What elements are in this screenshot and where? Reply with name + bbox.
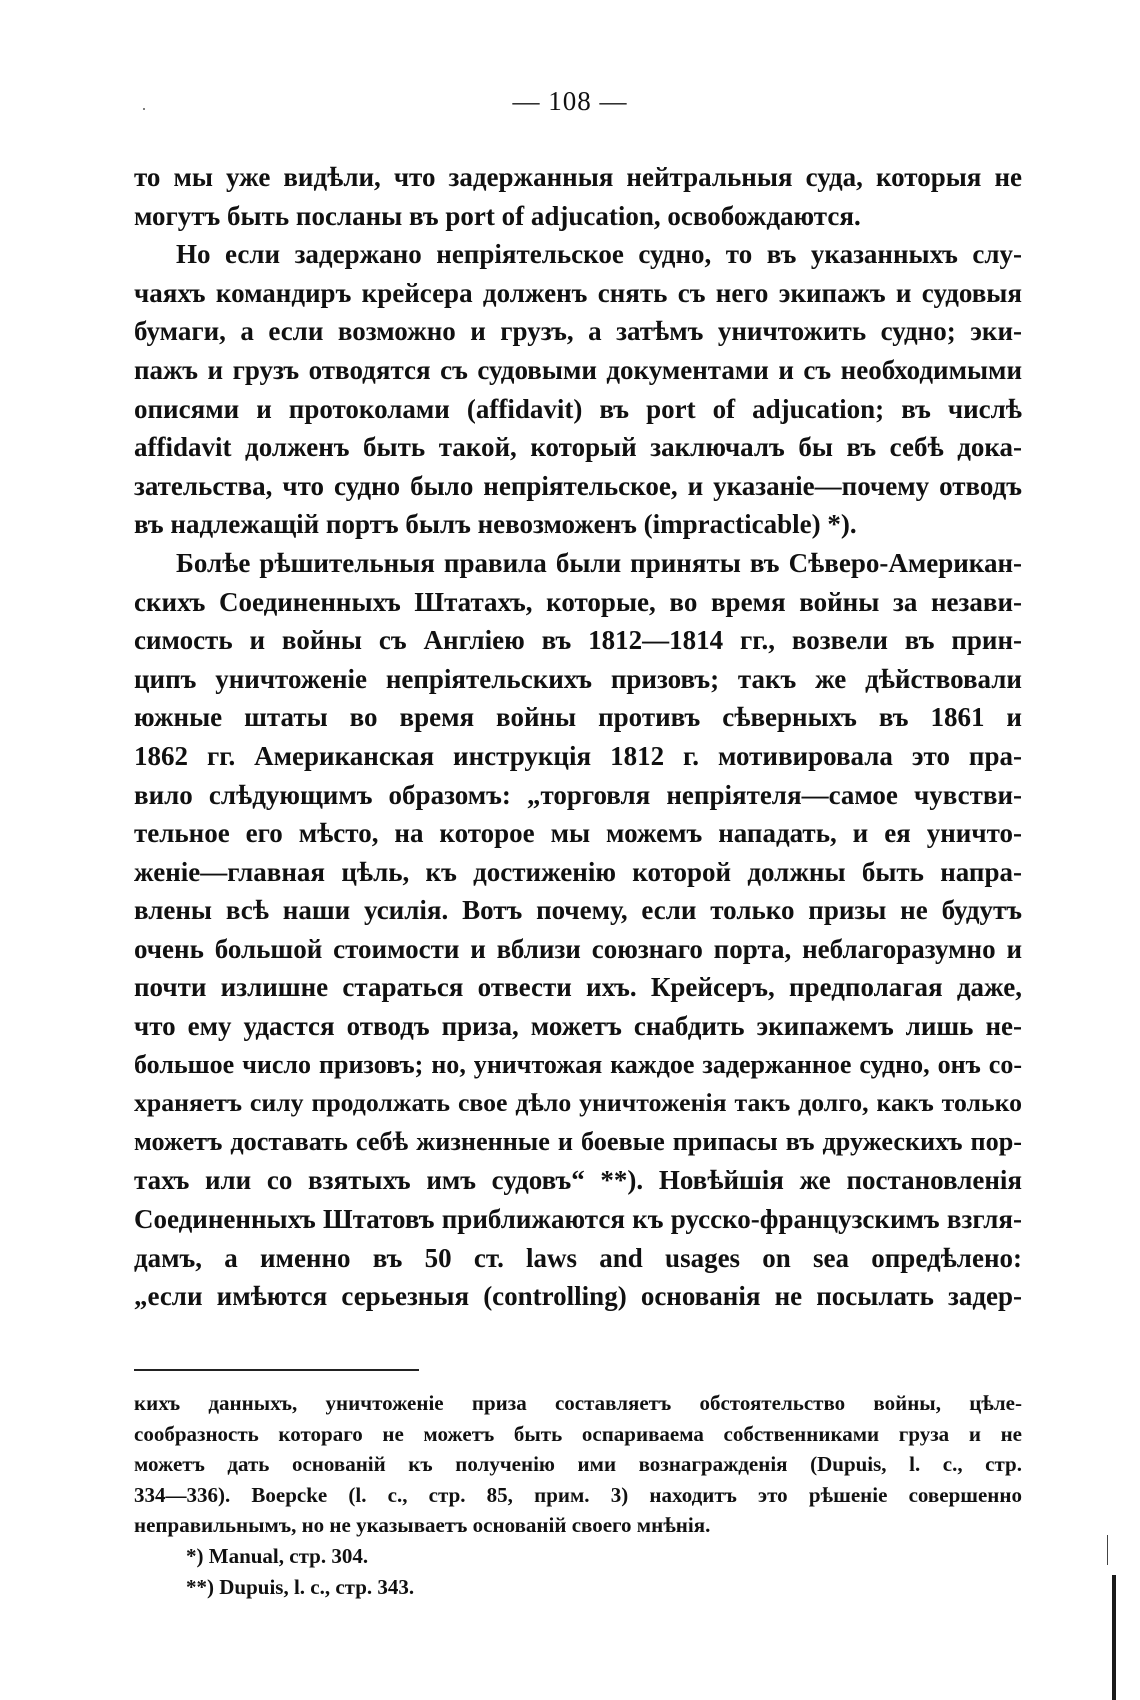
text-line: Соединенныхъ Штатовъ приближаются къ русско-французскимъ взгля- bbox=[134, 1204, 1022, 1235]
scan-edge-mark bbox=[1107, 1535, 1108, 1565]
text-line: почти излишне стараться отвести ихъ. Крейсеръ, предполагая даже, bbox=[134, 972, 1022, 1003]
text-line: то мы уже видѣли, что задержанныя нейтральныя суда, которыя не bbox=[134, 162, 1022, 192]
footnotes-block bbox=[134, 1388, 1022, 1603]
text-line: женіе—главная цѣль, къ достиженію которой должны быть напра- bbox=[134, 856, 1022, 887]
main-text-block bbox=[134, 158, 1022, 1316]
text-line: бумаги, а если возможно и грузъ, а затѣмъ уничтожить судно; эки- bbox=[134, 316, 1022, 347]
text-line: чаяхъ командиръ крейсера долженъ снять съ него экипажъ и судовыя bbox=[134, 277, 1022, 308]
text-line: въ надлежащій портъ былъ невозможенъ (impracticable) *). bbox=[134, 509, 857, 540]
footnote-line: сообразность котораго не можетъ быть оспариваема собственниками груза и не bbox=[134, 1421, 1022, 1446]
text-line: Болѣе рѣшительныя правила были приняты въ Сѣверо-Американ- bbox=[176, 547, 1022, 578]
text-line: симость и войны съ Англіею въ 1812—1814 гг., возвели въ прин- bbox=[134, 625, 1022, 656]
text-line: влены всѣ наши усилія. Вотъ почему, если только призы не будутъ bbox=[134, 895, 1022, 926]
text-line: affidavit долженъ быть такой, который заключалъ бы въ себѣ дока- bbox=[134, 432, 1022, 463]
text-line: ципъ уничтоженіе непріятельскихъ призовъ; такъ же дѣйствовали bbox=[134, 663, 1022, 694]
text-line: дамъ, а именно въ 50 ст. laws and usages on sea опредѣлено: bbox=[134, 1242, 1022, 1273]
text-line: тахъ или со взятыхъ имъ судовъ“ **). Новѣйшія же постановленія bbox=[134, 1165, 1022, 1196]
text-line: храняетъ силу продолжать свое дѣло уничтоженія такъ долго, какъ только bbox=[134, 1088, 1022, 1118]
footnote-line: кихъ данныхъ, уничтоженіе приза составляетъ обстоятельство войны, цѣле- bbox=[134, 1391, 1022, 1415]
text-line: могутъ быть посланы въ port of adjucation, освобождаются. bbox=[134, 200, 861, 231]
footnote-double-asterisk: **) Dupuis, l. c., стр. 343. bbox=[186, 1574, 415, 1599]
text-line: 1862 гг. Американская инструкція 1812 г. мотивировала это пра- bbox=[134, 740, 1022, 771]
text-line: „если имѣются серьезныя (controlling) основанія не посылать задер- bbox=[134, 1281, 1022, 1312]
footnote-divider bbox=[134, 1369, 419, 1371]
footnote-line: 334—336). Boepcke (l. c., стр. 85, прим. 3) находитъ это рѣшеніе совершенно bbox=[134, 1482, 1022, 1507]
text-line: очень большой стоимости и вблизи союзнаго порта, неблагоразумно и bbox=[134, 933, 1022, 964]
text-line: можетъ доставать себѣ жизненные и боевые припасы въ дружескихъ пор- bbox=[134, 1126, 1022, 1156]
footnote-line: неправильнымъ, но не указываетъ основаній своего мнѣнія. bbox=[134, 1513, 711, 1538]
text-line: тельное его мѣсто, на которое мы можемъ нападать, и ея уничто- bbox=[134, 818, 1022, 849]
text-line: вило слѣдующимъ образомъ: „торговля непріятеля—самое чувстви- bbox=[134, 779, 1022, 810]
text-line: южные штаты во время войны противъ сѣверныхъ въ 1861 и bbox=[134, 702, 1022, 733]
text-line: описями и протоколами (affidavit) въ port of adjucation; въ числѣ bbox=[134, 393, 1022, 424]
text-line: Но если задержано непріятельское судно, то въ указанныхъ слу- bbox=[176, 239, 1022, 270]
text-line: скихъ Соединенныхъ Штатахъ, которые, во время войны за незави- bbox=[134, 586, 1022, 617]
text-line: пажъ и грузъ отводятся съ судовыми документами и съ необходимыми bbox=[134, 354, 1022, 385]
footnote-single-asterisk: *) Manual, стр. 304. bbox=[186, 1543, 369, 1568]
scan-edge-mark bbox=[1112, 1575, 1116, 1700]
text-line: зательства, что судно было непріятельское, и указаніе—почему отводъ bbox=[134, 470, 1022, 501]
text-line: что ему удастся отводъ приза, можетъ снабдить экипажемъ лишь не- bbox=[134, 1011, 1022, 1042]
text-line: большое число призовъ; но, уничтожая каждое задержанное судно, онъ со- bbox=[134, 1049, 1022, 1079]
page-number: — 108 — bbox=[512, 86, 628, 116]
footnote-line: можетъ дать основаній къ полученію ими вознагражденія (Dupuis, l. c., стр. bbox=[134, 1452, 1022, 1477]
